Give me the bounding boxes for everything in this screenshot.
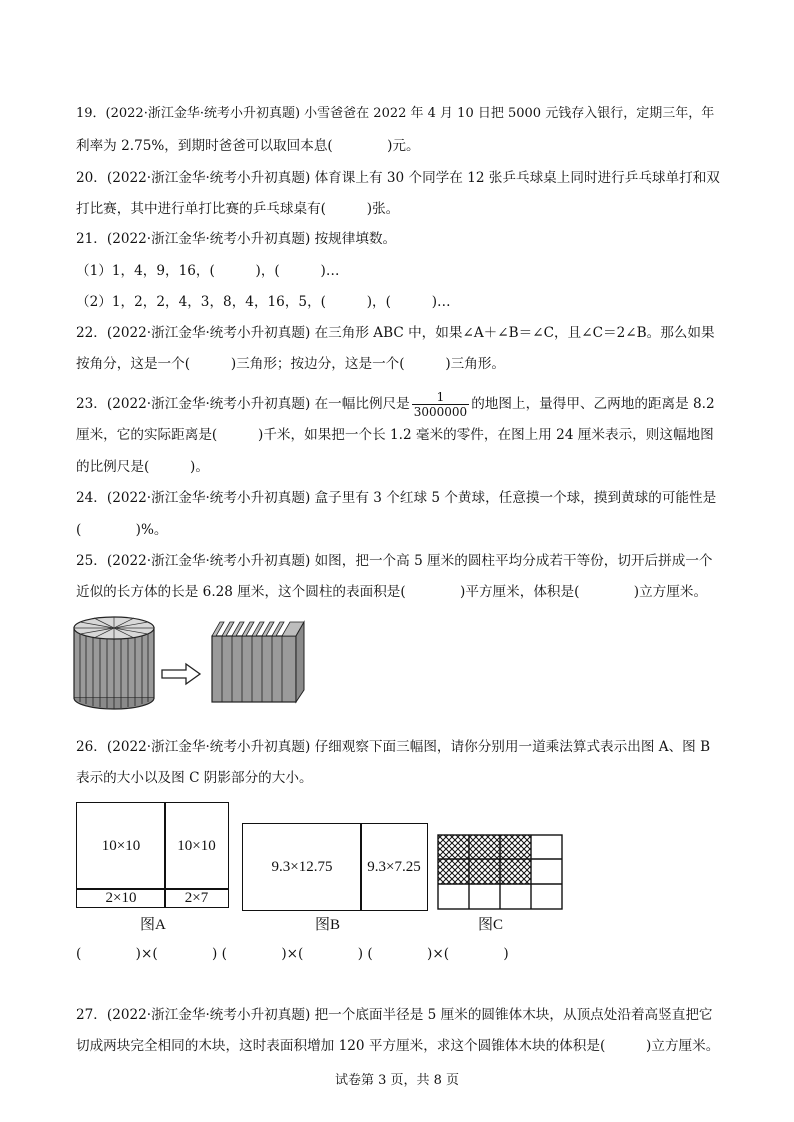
q23-line2: 厘米，它的实际距离是( )千米，如果把一个长 1.2 毫米的零件，在图上用 24 厘米表示，则这幅地图: [76, 427, 714, 443]
page-footer: 试卷第 3 页，共 8 页: [334, 1073, 460, 1088]
figure-c-grid: [437, 834, 563, 910]
q21-line3: （2）1，2，2，4，3，8，4，16，5，( )，( )…: [76, 294, 451, 310]
q26-line2: 表示的大小以及图 C 阴影部分的大小。: [76, 770, 313, 786]
fig-b-cell-2: 9.3×7.25: [360, 823, 428, 911]
q25-line1: 25．(2022·浙江金华·统考小升初真题) 如图，把一个高 5 厘米的圆柱平均分成若干等份，切开后拼成一个: [76, 553, 713, 569]
q26-line1: 26．(2022·浙江金华·统考小升初真题) 仔细观察下面三幅图，请你分别用一道乘法算式表示出图 A、图 B: [76, 739, 711, 755]
fig-c-caption: 图C: [478, 917, 504, 933]
fraction-numerator: 1: [412, 390, 469, 405]
q23-line1: [76, 390, 715, 419]
q23-line1-a: 23．(2022·浙江金华·统考小升初真题) 在一幅比例尺是: [76, 396, 410, 412]
q25-line2: 近似的长方体的长是 6.28 厘米，这个圆柱的表面积是( )平方厘米，体积是( )立方厘米。: [76, 584, 708, 600]
fig-b-caption: 图B: [315, 917, 341, 933]
fraction-denominator: 3000000: [413, 405, 468, 419]
cylinder-icon: [74, 617, 154, 709]
fig-b-cell-1: 9.3×12.75: [242, 823, 362, 911]
q19-line1: 19．(2022·浙江金华·统考小升初真题) 小雪爸爸在 2022 年 4 月 10 日把 5000 元钱存入银行，定期三年，年: [76, 106, 715, 121]
fig-a-cell-4: 2×7: [164, 888, 229, 908]
q20-line1: 20．(2022·浙江金华·统考小升初真题) 体育课上有 30 个同学在 12 张乒乓球桌上同时进行乒乓球单打和双: [76, 170, 720, 186]
q22-line2: 按角分，这是一个( )三角形；按边分，这是一个( )三角形。: [76, 356, 506, 372]
q24-line2: ( )%。: [76, 522, 168, 538]
rectangular-prism-icon: [212, 622, 304, 702]
fig-a-cell-3: 2×10: [76, 888, 166, 908]
q22-line1: 22．(2022·浙江金华·统考小升初真题) 在三角形 ABC 中，如果∠A＋∠B＝∠C，且∠C＝2∠B。那么如果: [76, 325, 715, 341]
q24-line1: 24．(2022·浙江金华·统考小升初真题) 盒子里有 3 个红球 5 个黄球，任意摸一个球，摸到黄球的可能性是: [76, 490, 717, 506]
q23-line1-b: 的地图上，量得甲、乙两地的距离是 8.2: [471, 396, 715, 412]
q23-line3: 的比例尺是( )。: [76, 459, 209, 475]
q19-line2: 利率为 2.75%，到期时爸爸可以取回本息( )元。: [76, 138, 420, 154]
cylinder-cut-figure: [72, 612, 312, 712]
q26-answers: ( )×( ) ( )×( ) ( )×( ): [76, 946, 509, 962]
q21-line2: （1）1，4，9，16，( )，( )…: [76, 263, 340, 279]
fig-a-cell-2: 10×10: [164, 802, 229, 890]
q27-line1: 27．(2022·浙江金华·统考小升初真题) 把一个底面半径是 5 厘米的圆锥体木块，从顶点处沿着高竖直把它: [76, 1007, 713, 1023]
q27-line2: 切成两块完全相同的木块，这时表面积增加 120 平方厘米，求这个圆锥体木块的体积是( )立方厘米。: [76, 1038, 720, 1054]
scale-fraction: [412, 390, 469, 419]
q21-line1: 21．(2022·浙江金华·统考小升初真题) 按规律填数。: [76, 231, 397, 247]
fig-a-caption: 图A: [140, 917, 166, 933]
fig-a-cell-1: 10×10: [76, 802, 166, 890]
q20-line2: 打比赛，其中进行单打比赛的乒乓球桌有( )张。: [76, 201, 400, 217]
right-arrow-icon: [162, 664, 200, 684]
